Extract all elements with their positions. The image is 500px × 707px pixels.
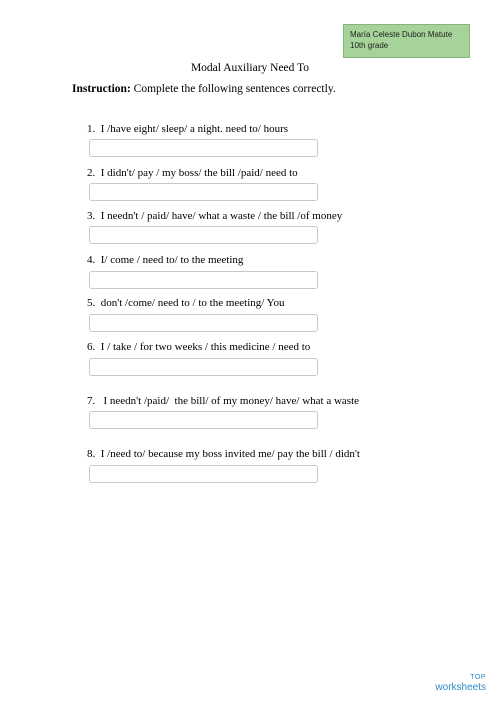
question-4 [87,254,243,266]
answer-field-4[interactable] [89,271,318,289]
question-number: 4. [87,254,96,266]
question-text: I didn't/ pay / my boss/ the bill /paid/ need to [100,167,298,179]
question-3 [87,210,342,222]
question-text: I / take / for two weeks / this medicine / need to [100,341,311,353]
author-name: María Celeste Dubon Matute [350,30,453,39]
question-text: I /need to/ because my boss invited me/ pay the bill / didn't [100,448,360,460]
question-6 [87,341,310,353]
question-5 [87,297,285,309]
answer-field-2[interactable] [89,183,318,201]
instruction [72,83,336,95]
question-text: I needn't / paid/ have/ what a waste / the bill /of money [100,210,343,222]
worksheet-title: Modal Auxiliary Need To [190,62,310,74]
question-number: 5. [87,297,96,309]
question-number: 7. [87,395,96,407]
question-number: 1. [87,123,96,135]
topworksheets-logo [435,674,486,693]
question-8 [87,448,360,460]
answer-field-8[interactable] [89,465,318,483]
author-name-box [343,24,470,58]
author-grade: 10th grade [350,41,389,50]
question-text: don't /come/ need to / to the meeting/ You [100,297,285,309]
instruction-label: Instruction: [72,83,131,95]
question-text: I /have eight/ sleep/ a night. need to/ hours [100,123,289,135]
instruction-text: Complete the following sentences correctly. [130,83,336,95]
logo-worksheets-text: worksheets [435,682,486,693]
question-7 [87,395,359,407]
question-number: 6. [87,341,96,353]
question-number: 8. [87,448,96,460]
logo-top-text: TOP [470,674,486,681]
question-text: I needn't /paid/ the bill/ of my money/ have/ what a waste [100,395,360,407]
answer-field-6[interactable] [89,358,318,376]
question-1 [87,123,288,135]
answer-field-5[interactable] [89,314,318,332]
answer-field-3[interactable] [89,226,318,244]
answer-field-1[interactable] [89,139,318,157]
question-number: 3. [87,210,96,222]
answer-field-7[interactable] [89,411,318,429]
question-text: I/ come / need to/ to the meeting [100,254,244,266]
question-2 [87,167,298,179]
question-number: 2. [87,167,96,179]
